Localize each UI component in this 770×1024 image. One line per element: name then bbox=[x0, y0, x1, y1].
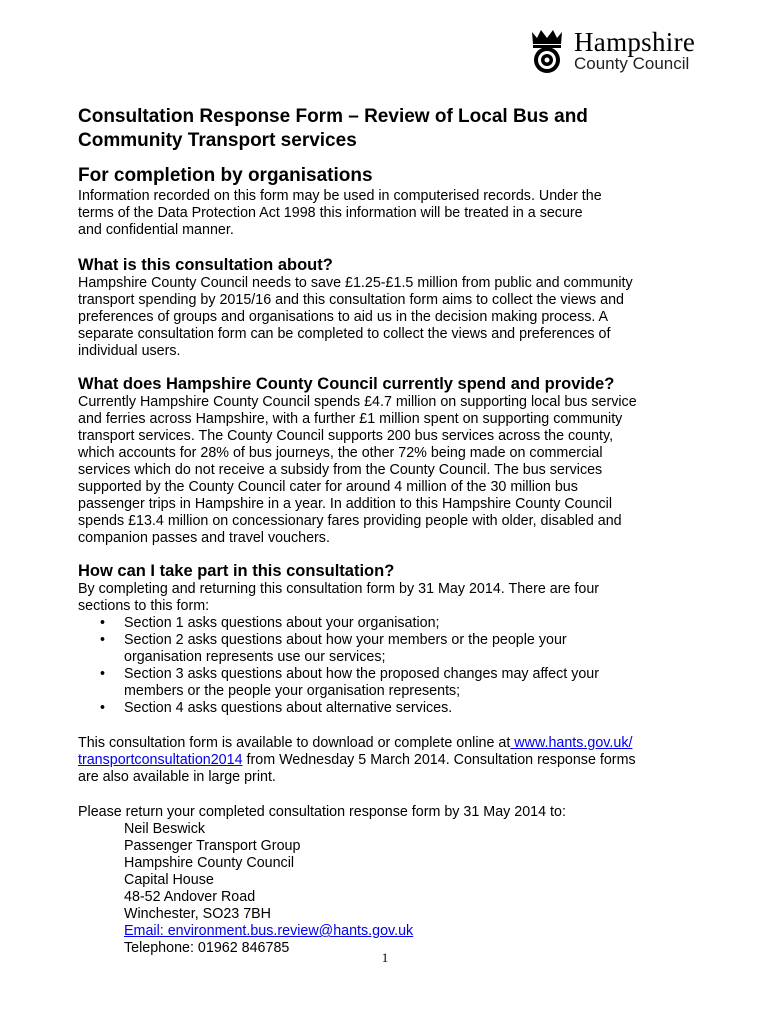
email-link[interactable]: Email: environment.bus.review@hants.gov.uk bbox=[124, 923, 414, 939]
about-paragraph bbox=[78, 275, 718, 360]
text-line: Information recorded on this form may be used in computerised records. Under the bbox=[78, 188, 602, 204]
subtitle: For completion by organisations bbox=[78, 165, 373, 186]
address-line: Passenger Transport Group bbox=[124, 838, 301, 854]
intro-paragraph bbox=[78, 188, 718, 239]
text-line: services which do not receive a subsidy from the County Council. The bus services bbox=[78, 462, 603, 478]
list-item: • Section 1 asks questions about your organisation; bbox=[78, 615, 718, 632]
text-line: companion passes and travel vouchers. bbox=[78, 530, 330, 546]
spend-paragraph bbox=[78, 394, 718, 547]
text-line: which accounts for 28% of bus journeys, the other 72% being made on commercial bbox=[78, 445, 603, 461]
text-line: preferences of groups and organisations to aid us in the decision making process. A bbox=[78, 309, 609, 325]
document-title bbox=[78, 105, 718, 153]
text-line: sections to this form: bbox=[78, 598, 210, 614]
text-line: transport services. The County Council supports 200 bus services across the county, bbox=[78, 428, 614, 444]
logo-line1: Hampshire bbox=[574, 27, 696, 57]
list-item: members or the people your organisation represents; bbox=[124, 683, 461, 699]
text-line: passenger trips in Hampshire in a year. In addition to this Hampshire County Council bbox=[78, 496, 613, 512]
text-line: separate consultation form can be completed to collect the views and preferences of bbox=[78, 326, 611, 342]
title-line: Consultation Response Form – Review of Local Bus and bbox=[78, 106, 588, 127]
text-line: and confidential manner. bbox=[78, 222, 234, 238]
section-heading: What is this consultation about? bbox=[78, 256, 333, 274]
logo-line2: County Council bbox=[574, 54, 690, 73]
section-heading: What does Hampshire County Council currently spend and provide? bbox=[78, 375, 615, 393]
title-line: Community Transport services bbox=[78, 130, 357, 151]
text-line: spends £13.4 million on concessionary fares providing people with older, disabled and bbox=[78, 513, 622, 529]
return-intro: Please return your completed consultation response form by 31 May 2014 to: bbox=[78, 804, 566, 820]
text-line: individual users. bbox=[78, 343, 181, 359]
hampshire-logo bbox=[528, 28, 695, 74]
online-text: from Wednesday 5 March 2014. Consultation response forms bbox=[242, 752, 636, 768]
take-part-paragraph bbox=[78, 581, 718, 615]
page-number: 1 bbox=[381, 950, 389, 965]
text-line: By completing and returning this consultation form by 31 May 2014. There are four bbox=[78, 581, 600, 597]
sections-list bbox=[78, 615, 718, 717]
address-line: Hampshire County Council bbox=[124, 855, 295, 871]
text-line: terms of the Data Protection Act 1998 this information will be treated in a secure bbox=[78, 205, 583, 221]
text-line: transport spending by 2015/16 and this consultation form aims to collect the views and bbox=[78, 292, 624, 308]
list-item: organisation represents use our services; bbox=[124, 649, 386, 665]
text-line: supported by the County Council cater for around 4 million of the 30 million bus bbox=[78, 479, 578, 495]
consultation-link-continued[interactable]: transportconsultation2014 bbox=[78, 752, 243, 768]
address-line: Winchester, SO23 7BH bbox=[124, 906, 272, 922]
text-line: Currently Hampshire County Council spends £4.7 million on supporting local bus service bbox=[78, 394, 637, 410]
return-address-block bbox=[78, 804, 718, 957]
list-item: • Section 2 asks questions about how your members or the people your bbox=[78, 632, 718, 649]
list-item: • Section 3 asks questions about how the proposed changes may affect your bbox=[78, 666, 718, 683]
section-heading: How can I take part in this consultation? bbox=[78, 562, 395, 580]
online-text: This consultation form is available to download or complete online at bbox=[78, 735, 511, 751]
online-paragraph bbox=[78, 735, 718, 786]
consultation-link[interactable]: www.hants.gov.uk/ bbox=[510, 735, 633, 751]
telephone: Telephone: 01962 846785 bbox=[124, 940, 290, 956]
text-line: and ferries across Hampshire, with a further £1 million spent on supporting community bbox=[78, 411, 623, 427]
online-text: are also available in large print. bbox=[78, 769, 276, 785]
text-line: Hampshire County Council needs to save £1.25-£1.5 million from public and community bbox=[78, 275, 633, 291]
address-line: 48-52 Andover Road bbox=[124, 889, 256, 905]
list-item: • Section 4 asks questions about alternative services. bbox=[78, 700, 718, 717]
address-line: Capital House bbox=[124, 872, 214, 888]
address-line: Neil Beswick bbox=[124, 821, 206, 837]
crown-rose-crest-icon bbox=[528, 28, 566, 74]
